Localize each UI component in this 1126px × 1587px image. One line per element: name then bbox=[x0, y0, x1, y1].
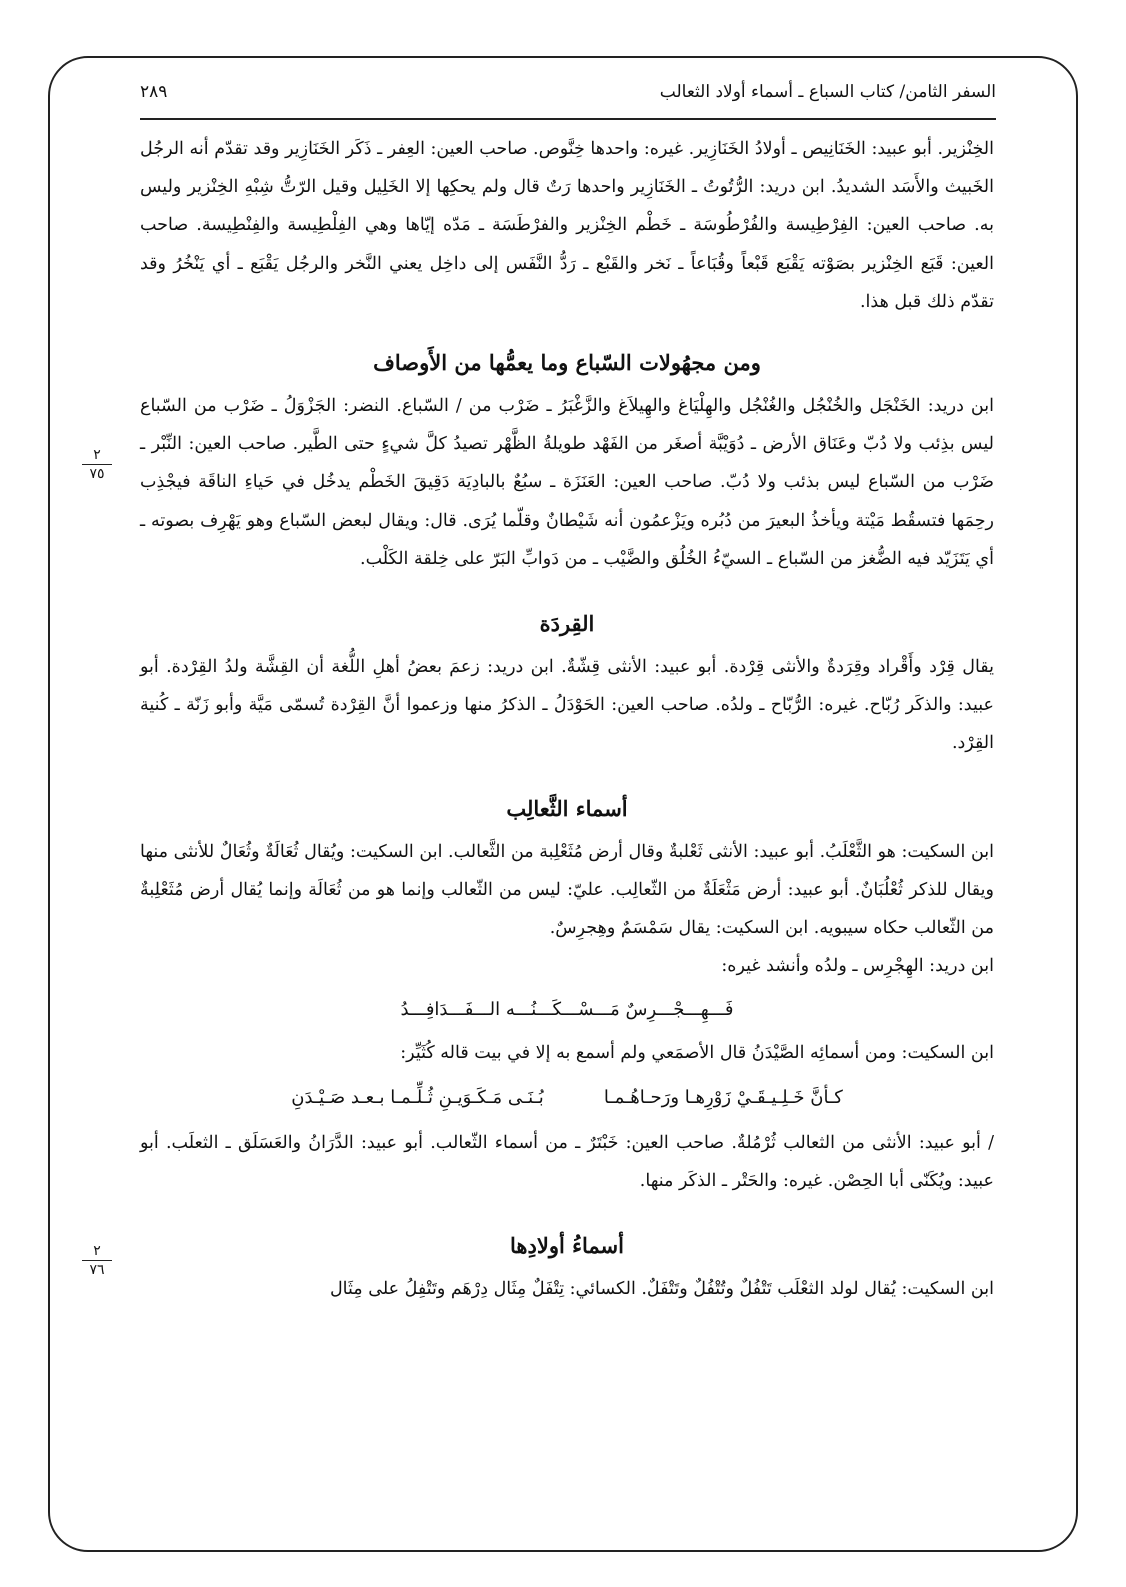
poetry-verse-1: فَـــهِـــجْـــرِسٌ مَـــسْـــكَـــنُـــه الـــفَـــدَافِـــدُ bbox=[400, 999, 734, 1021]
intro-paragraph: الخِنْزير. أبو عبيد: الخَنَانِيص ـ أولادُ الخَنَازِير. غيره: واحدها خِنَّوص. صاحب العين: العِفر ـ ذَكَر الخَنَازِير وقد تقدّم أنه الرجُل الخَبيث والأَسَد الشديدُ. ابن دريد: الرُّتُوتُ ـ الخَنَازِير واحدها رَتٌ قال ولم يحكِها إلا الخَلِيل وقيل الرّتُّ شِبْهِ الخِنْزير وليس به. صاحب العين: الفِرْطِيسة والفُرْطُوسَة ـ خَطْم الخِنْزير والفرْطَسَة ـ مَدّه إيّاها وهي الفِلْطِيسة والفِنْطِيسة. صاحب العين: قَبَع الخِنْزير بصَوْته يَقْبَع قَبْعاً وقُبَاعاً ـ نَخر والقَبْع ـ رَدُّ النَّفَس إلى داخِل يعني النَّخر والرجُل يَقْبَع ـ أي يَنْخُرُ وقد تقدّم ذلك قبل هذا. bbox=[140, 139, 994, 312]
section-title-predators: ومن مجهُولات السّباع وما يعمُّها من الأَوصاف bbox=[373, 350, 761, 376]
running-header bbox=[140, 74, 996, 110]
section-title-fox-offspring: أسماءُ أولادِها bbox=[510, 1233, 624, 1259]
foxes-paragraph-3: ابن السكيت: ومن أسمائِه الصَّيْدَنُ قال الأصمَعي ولم أسمع به إلا في بيت قاله كُثَيِّر: bbox=[400, 1042, 994, 1063]
verse-hemistich-first: كـأنَّ خَـلِـيـقَـيْ زَوْرِهـا ورَحـاهُـمـا bbox=[603, 1086, 843, 1108]
section-title-foxes: أسماء الثَّعالِب bbox=[506, 795, 628, 821]
page-body bbox=[140, 130, 994, 1308]
margin-folio-note-2: ٢ ٧٦ bbox=[82, 1243, 112, 1278]
margin-folio-note-1: ٢ ٧٥ bbox=[82, 447, 112, 482]
fox-offspring-paragraph: ابن السكيت: يُقال لولد الثعْلَب تَتْفُلٌ وتُتْفُلٌ وتَتْفَلٌ. الكسائي: تِتْفَلٌ مِثَال دِرْهَم وتَتْفِلُ على مِثَال bbox=[329, 1279, 994, 1300]
foxes-paragraph-1: ابن السكيت: هو الثَّعْلَبُ. أبو عبيد: الأنثى ثَعْلبةٌ وقال أرض مُثَعْلِبة من الثَّعالب. ابن السكيت: ويُقال ثُعَالَةٌ وثُعَالٌ للأنثى منها ويقال للذكر ثُعْلُبَانٌ. أبو عبيد: أرض مَثْعَلَةٌ من الثّعالِب. عليّ: ليس من الثّعالب وإنما هو من ثُعَالَة وإنما يُقال أرض مُثَعْلِبةٌ من الثّعالب حكاه سيبويه. ابن السكيت: يقال سَمْسَمٌ وهِجرِسٌ. bbox=[140, 841, 994, 939]
monkeys-paragraph: يقال قِرْد وأَقْراد وقِرَدةٌ والأنثى قِرْدة. أبو عبيد: الأنثى قِشّةٌ. ابن دريد: زعمَ بعضُ أهلِ اللُّغة أن القِشَّة ولدُ القِرْدة. أبو عبيد: والذكَر رُبّاح. غيره: الرُّبّاح ـ ولدُه. صاحب العين: الحَوْدَلُ ـ الذكرُ منها وزعموا أنَّ القِرْدة تُسمّى مَيَّة وأبو زَنّة ـ كُنية القِرْد. bbox=[140, 657, 994, 754]
foxes-paragraph-4: / أبو عبيد: الأنثى من الثعالب ثُرْمُلةٌ. صاحب العين: خَبْتَرٌ ـ من أسماء الثّعالب. أبو عبيد: الدَّرَانُ والعَسَلَق ـ الثعلَب. أبو عبيد: ويُكَنّى أبا الحِصْن. غيره: والحَتْر ـ الذكَر منها. bbox=[140, 1132, 994, 1192]
page-number: ٢٨٩ bbox=[140, 82, 168, 102]
verse-hemistich-second: بُـنَـى مَـكَـوَيـنِ ثُـلِّـمـا بـعـد صَـيْـدَنِ bbox=[291, 1086, 544, 1108]
header-divider bbox=[140, 118, 996, 120]
running-title: السفر الثامن/ كتاب السباع ـ أسماء أولاد الثعالب bbox=[659, 82, 996, 102]
predators-paragraph: ابن دريد: الخَنْجَل والخُنْجُل والغُنْجُل والهِلْيَاغ والهِيلاَغ والزَّغْبَرُ ـ ضَرْب من / السّباع. النضر: الجَزْوَلُ ـ ضَرْب من السّباع ليس بذِئب ولا دُبّ وعَنَاق الأرض ـ دُوَيْبَّة أصغَر من الفَهْد طويلةُ الظَّهْر تصيدُ كلَّ شيءٍ حتى الطَّير. صاحب العين: النِّبْر ـ ضَرْب من السّباع ليس بذئب ولا دُبّ. صاحب العين: العَنَزَة ـ سبُعٌ بالبادِيَة دَقِيقَ الخَطْم يدخُل في حَياءِ الناقَة فيجْذِب رحِمَها فتسقُط مَيْتة ويأخذُ البعيرَ من دُبُره ويَزْعمُون أنه شَيْطانٌ وقلّما يُرَى. قال: ويقال لبعض السّباع وهو يَهْرِف بصوته ـ أي يَتَزَيّد فيه الضُّغز من السّباع ـ السيّءُ الخُلُق والضَّيْب ـ من دَوابِّ البَرّ على خِلقة الكَلْب. bbox=[140, 396, 994, 569]
foxes-paragraph-2: ابن دريد: الهِجْرِس ـ ولدُه وأنشد غيره: bbox=[721, 956, 994, 977]
section-title-monkeys: القِردَة bbox=[539, 611, 595, 637]
poetry-verse-2 bbox=[140, 1078, 994, 1118]
